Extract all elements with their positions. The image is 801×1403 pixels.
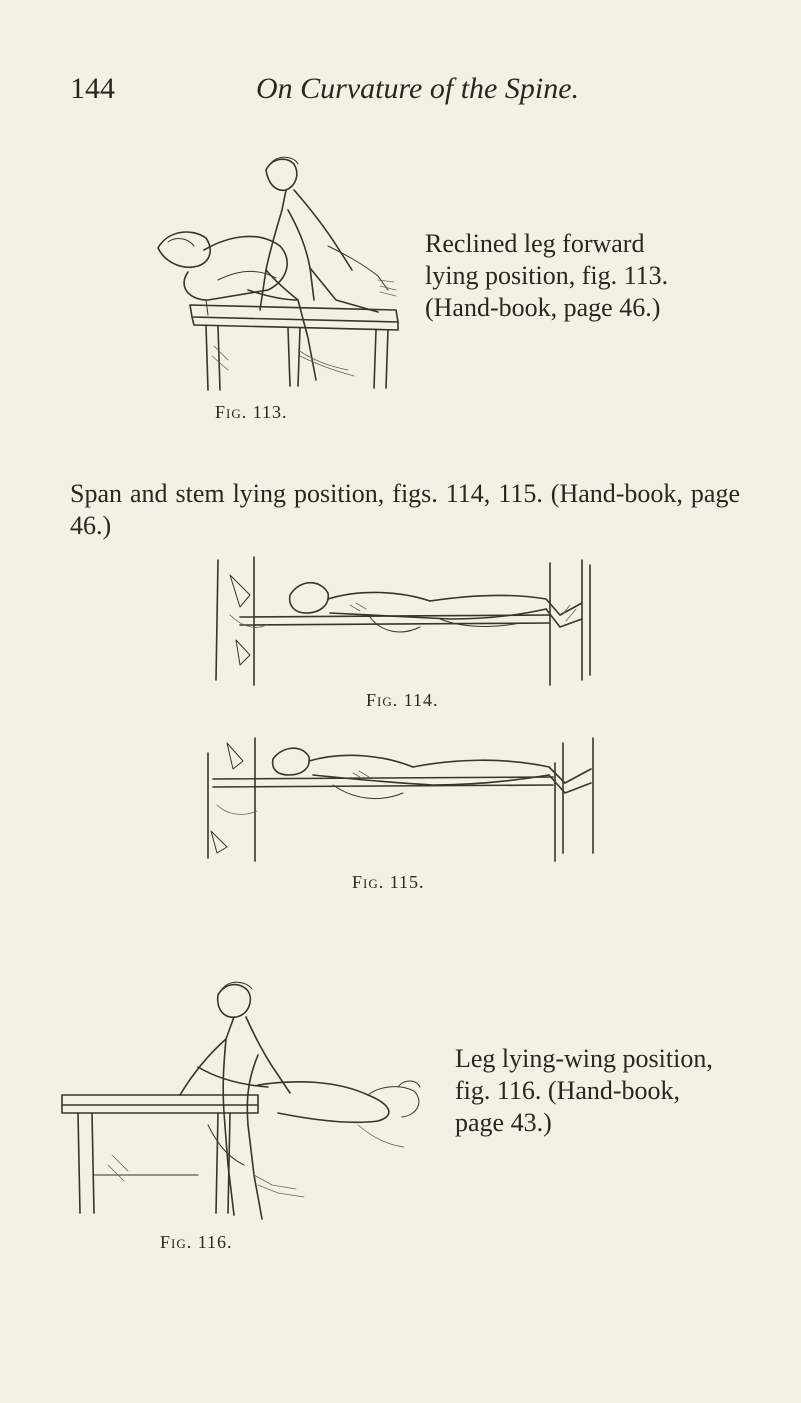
page-header — [70, 72, 730, 112]
caption-line: lying position, fig. 113. — [425, 261, 669, 290]
figure-116-label: Fig. 116. — [160, 1232, 233, 1252]
body-paragraph: Span and stem lying position, figs. 114, 115. (Hand-book, page 46.) — [70, 479, 740, 540]
caption-line: Leg lying-wing position, — [455, 1044, 713, 1073]
figure-113-caption — [425, 228, 745, 324]
figure-114-label: Fig. 114. — [366, 690, 439, 710]
running-title: On Curvature of the Spine. — [256, 72, 580, 105]
caption-line: (Hand-book, page 46.) — [425, 293, 661, 322]
figure-115-label: Fig. 115. — [352, 872, 425, 892]
figure-113-illustration — [148, 150, 400, 395]
caption-line: fig. 116. (Hand-book, — [455, 1076, 681, 1105]
figure-116-caption — [455, 1043, 785, 1139]
figure-115-illustration — [203, 733, 598, 863]
caption-line: Reclined leg forward — [425, 229, 645, 258]
figure-116-illustration — [58, 975, 468, 1225]
caption-line: page 43.) — [455, 1108, 552, 1137]
figure-114-illustration — [210, 555, 600, 690]
figure-113-label: Fig. 113. — [215, 402, 288, 422]
page-number: 144 — [70, 72, 115, 105]
